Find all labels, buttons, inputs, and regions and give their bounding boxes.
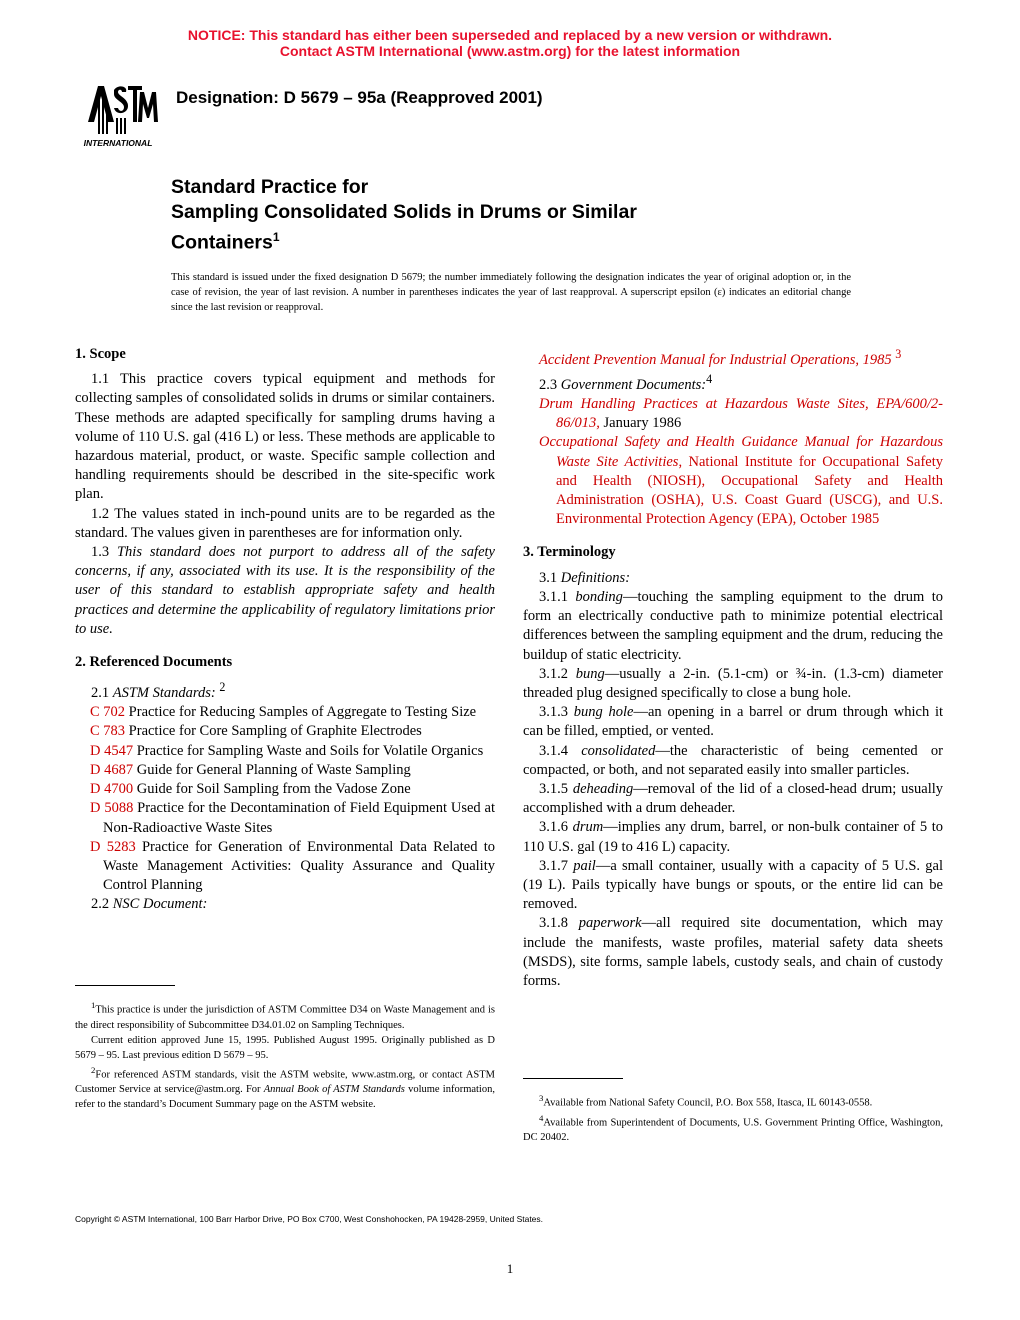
footnote-2-mark: 2 (91, 1064, 96, 1075)
ref-item-c702 (75, 703, 495, 722)
spacer (523, 529, 943, 543)
astm-logo-icon (76, 78, 160, 150)
footnotes-right (523, 1078, 943, 1145)
term-deheading (523, 780, 943, 818)
copyright-line: Copyright © ASTM International, 100 Barr Harbor Drive, PO Box C700, West Conshohocken, PA 19428-2959, United States. (75, 1214, 544, 1224)
astm-standards-title: ASTM Standards: (112, 685, 216, 702)
astm-standards-label (75, 678, 495, 703)
nsc-item (523, 345, 943, 370)
ref-link-c702[interactable]: C 702 (90, 704, 126, 721)
definitions-number: 3.1 (539, 569, 561, 586)
footnote-4 (523, 1111, 943, 1146)
gov-item-1-date: January 1986 (599, 415, 682, 432)
term-definition: —an opening in a barrel or drum through which it can be filled, emptied, or vented. (523, 704, 944, 740)
term-word: consolidated (581, 742, 656, 759)
title-line-2: Sampling Consolidated Solids in Drums or Similar (171, 201, 637, 223)
footnote-rule (75, 985, 175, 986)
footnote-rule (523, 1078, 623, 1079)
nsc-document-label (75, 895, 495, 914)
scope-paragraph-1-3 (75, 543, 495, 639)
term-number: 3.1.7 (539, 857, 574, 874)
ref-item-d5283 (75, 838, 495, 896)
ref-text-d5088: Practice for the Decontamination of Field Equipment Used at Non-Radioactive Waste Sites (103, 800, 495, 836)
gov-item-2-rest[interactable]: , National Institute for Occupational Safety and Health (NIOSH), Occupational Safety and Health Administration (OSHA), U.S. Coast Guard (USCG), and U.S. Environmental Protection Agency (EPA), October 1985 (556, 453, 943, 528)
term-definition: —touching the sampling equipment to the drum to form an electrically conductive path to minimize potential electrical differences between the sampling equipment and the drum, reducing the buildup of static electricity. (523, 588, 943, 663)
footnote-3-text: Available from National Safety Council, P.O. Box 558, Itasca, IL 60143-0558. (543, 1097, 873, 1109)
term-definition: —all required site documentation, which may include the manifests, waste profiles, material safety data sheets (MSDS), site forms, sample labels, custody seals, and chain of custody forms. (523, 915, 944, 989)
section-heading-referenced: 2. Referenced Documents (75, 654, 233, 671)
term-word: pail (573, 857, 596, 874)
astm-logo (76, 78, 160, 150)
ref-link-d5283[interactable]: D 5283 (90, 838, 136, 855)
notice-banner (0, 27, 1020, 59)
spacer (75, 639, 495, 653)
term-definition: —removal of the lid of a closed-head drum; usually accomplished with a drum deheader. (523, 780, 944, 817)
title-line-3 (171, 225, 811, 256)
term-bung (523, 665, 943, 703)
scope-1-3-number: 1.3 (91, 544, 117, 561)
term-consolidated (523, 742, 943, 780)
gov-sup: 4 (706, 372, 713, 387)
footnote-4-mark: 4 (539, 1112, 544, 1123)
scope-paragraph-1-2: 1.2 The values stated in inch-pound units are to be regarded as the standard. The values given in parentheses are for information only. (75, 505, 495, 541)
astm-standards-number: 2.1 (91, 685, 113, 702)
term-bonding (523, 588, 943, 665)
footnote-1-edition: Current edition approved June 15, 1995. Published August 1995. Originally published as D 5679 – 95. Last previous edition D 5679 – 95. (75, 1034, 495, 1061)
title-line-3-text: Containers (171, 231, 273, 254)
term-number: 3.1.8 (539, 915, 579, 932)
title-line-1: Standard Practice for (171, 176, 369, 198)
footnote-2-text-a: For referenced ASTM standards, visit the ASTM website, www.astm.org, or contact ASTM Customer Service at service@astm.org. For (75, 1069, 495, 1095)
footnote-3 (523, 1091, 943, 1111)
gov-item-2 (523, 433, 943, 529)
term-drum (523, 818, 943, 856)
gov-title: Government Documents: (560, 376, 707, 393)
term-paperwork (523, 914, 943, 991)
definitions-title: Definitions: (560, 569, 631, 586)
title-footnote-mark: 1 (272, 230, 280, 244)
designation: Designation: D 5679 – 95a (Reapproved 2001) (176, 88, 543, 107)
term-number: 3.1.6 (539, 819, 573, 836)
nsc-number: 2.2 (91, 896, 113, 913)
ref-item-c783 (75, 722, 495, 741)
section-heading-scope: 1. Scope (75, 346, 126, 362)
footnote-3-mark: 3 (539, 1093, 544, 1103)
ref-text-d4700: Guide for Soil Sampling from the Vadose Zone (133, 781, 411, 798)
definitions-label (523, 569, 943, 588)
right-column (523, 345, 943, 991)
page-number: 1 (506, 1261, 514, 1276)
scope-paragraph-1-1: 1.1 This practice covers typical equipment and methods for collecting samples of consolidated solids in drums or similar containers. These methods are adapted specifically for sampling drums having a volume of 110 U.S. gal (416 L) or less. These methods are applicable to hazardous material, product, or waste. Specific sample collection and handling requirements should be described in the site-specific work plan. (75, 371, 495, 503)
ref-link-d4687[interactable]: D 4687 (90, 761, 134, 778)
term-bung-hole (523, 703, 943, 741)
term-definition: —a small container, usually with a capacity of 5 U.S. gal (19 L). Pails typically have bungs or spouts, or the entire lid can be removed. (523, 857, 943, 913)
term-number: 3.1.2 (539, 665, 576, 682)
notice-line-1: NOTICE: This standard has either been superseded and replaced by a new version or withdrawn. (187, 27, 833, 43)
ref-text-d4547: Practice for Sampling Waste and Soils for Volatile Organics (133, 742, 484, 759)
scope-1-3-text: This standard does not purport to address all of the safety concerns, if any, associated with its use. It is the responsibility of the user of this standard to establish appropriate safety and health practices and determine the applicability of regulatory limitations prior to use. (75, 544, 495, 637)
document-title (171, 175, 811, 256)
term-word: paperwork (578, 915, 642, 932)
gov-item-1-link[interactable]: Drum Handling Practices at Hazardous Waste Sites, EPA/600/2-86/013, (539, 396, 943, 432)
ref-item-d5088 (75, 799, 495, 837)
left-column (75, 345, 495, 915)
logo-international-text: INTERNATIONAL (83, 138, 153, 148)
term-definition: —the characteristic of being cemented or compacted, or both, and not separated easily into smaller particles. (523, 742, 943, 778)
footnote-1-mark: 1 (91, 1000, 96, 1010)
footnote-2-italic: Annual Book of ASTM Standards (263, 1084, 405, 1095)
ref-text-d5283: Practice for Generation of Environmental Data Related to Waste Management Activities: Quality Assurance and Quality Control Planning (103, 838, 495, 894)
term-word: bonding (575, 588, 623, 605)
term-definition: —implies any drum, barrel, or non-bulk container of 5 to 110 U.S. gal (19 to 416 L) capacity. (523, 819, 944, 855)
issuance-note: This standard is issued under the fixed designation D 5679; the number immediately following the designation indicates the year of original adoption or, in the case of revision, the year of last revision. A number in parentheses indicates the year of last reapproval. A superscript epsilon (ε) indicates an editorial change since the last revision or reapproval. (171, 272, 851, 313)
ref-item-d4687 (75, 761, 495, 780)
ref-link-d5088[interactable]: D 5088 (90, 800, 134, 817)
footnote-2-text-b: volume information, refer to the standard’s Document Summary page on the ASTM website. (75, 1084, 495, 1110)
ref-text-c702: Practice for Reducing Samples of Aggregate to Testing Size (125, 704, 477, 721)
ref-text-c783: Practice for Core Sampling of Graphite Electrodes (125, 723, 422, 740)
footnotes-left (75, 985, 495, 1112)
nsc-title: NSC Document: (112, 896, 208, 913)
term-pail (523, 857, 943, 915)
astm-standards-sup: 2 (219, 680, 226, 695)
term-word: bung (575, 665, 605, 682)
gov-item-2-title[interactable]: Occupational Safety and Health Guidance Manual for Hazardous Waste Site Activities (539, 434, 943, 470)
term-word: drum (572, 819, 604, 836)
term-word: deheading (572, 780, 634, 797)
section-heading-terminology: 3. Terminology (523, 544, 616, 561)
term-number: 3.1.3 (539, 704, 574, 721)
footnote-2 (75, 1063, 495, 1113)
term-definition: —usually a 2-in. (5.1-cm) or ¾-in. (1.3-cm) diameter threaded plug designed specifically to close a bung hole. (523, 665, 943, 701)
ref-link-d4547[interactable]: D 4547 (90, 742, 134, 759)
ref-link-d4700[interactable]: D 4700 (90, 781, 134, 798)
ref-item-d4700 (75, 780, 495, 799)
footnote-1 (75, 998, 495, 1033)
term-word: bung hole (573, 704, 634, 721)
gov-item-1 (523, 395, 943, 433)
nsc-item-link[interactable]: Accident Prevention Manual for Industrial Operations, 1985 (539, 351, 892, 368)
nsc-item-sup: 3 (895, 347, 902, 361)
term-number: 3.1.4 (539, 742, 582, 759)
term-number: 3.1.5 (539, 780, 573, 797)
ref-link-c783[interactable]: C 783 (90, 723, 126, 740)
footnote-4-text: Available from Superintendent of Documents, U.S. Government Printing Office, Washington, DC 20402. (523, 1117, 943, 1143)
term-number: 3.1.1 (539, 588, 576, 605)
ref-item-d4547 (75, 742, 495, 761)
gov-number: 2.3 (539, 376, 561, 393)
ref-text-d4687: Guide for General Planning of Waste Sampling (133, 761, 411, 778)
government-documents-label (523, 370, 943, 395)
footnote-1-text: This practice is under the jurisdiction of ASTM Committee D34 on Waste Management and is the direct responsibility of Subcommittee D34.01.02 on Sampling Techniques. (75, 1004, 495, 1031)
notice-line-2: Contact ASTM International (www.astm.org) for the latest information (279, 43, 741, 59)
